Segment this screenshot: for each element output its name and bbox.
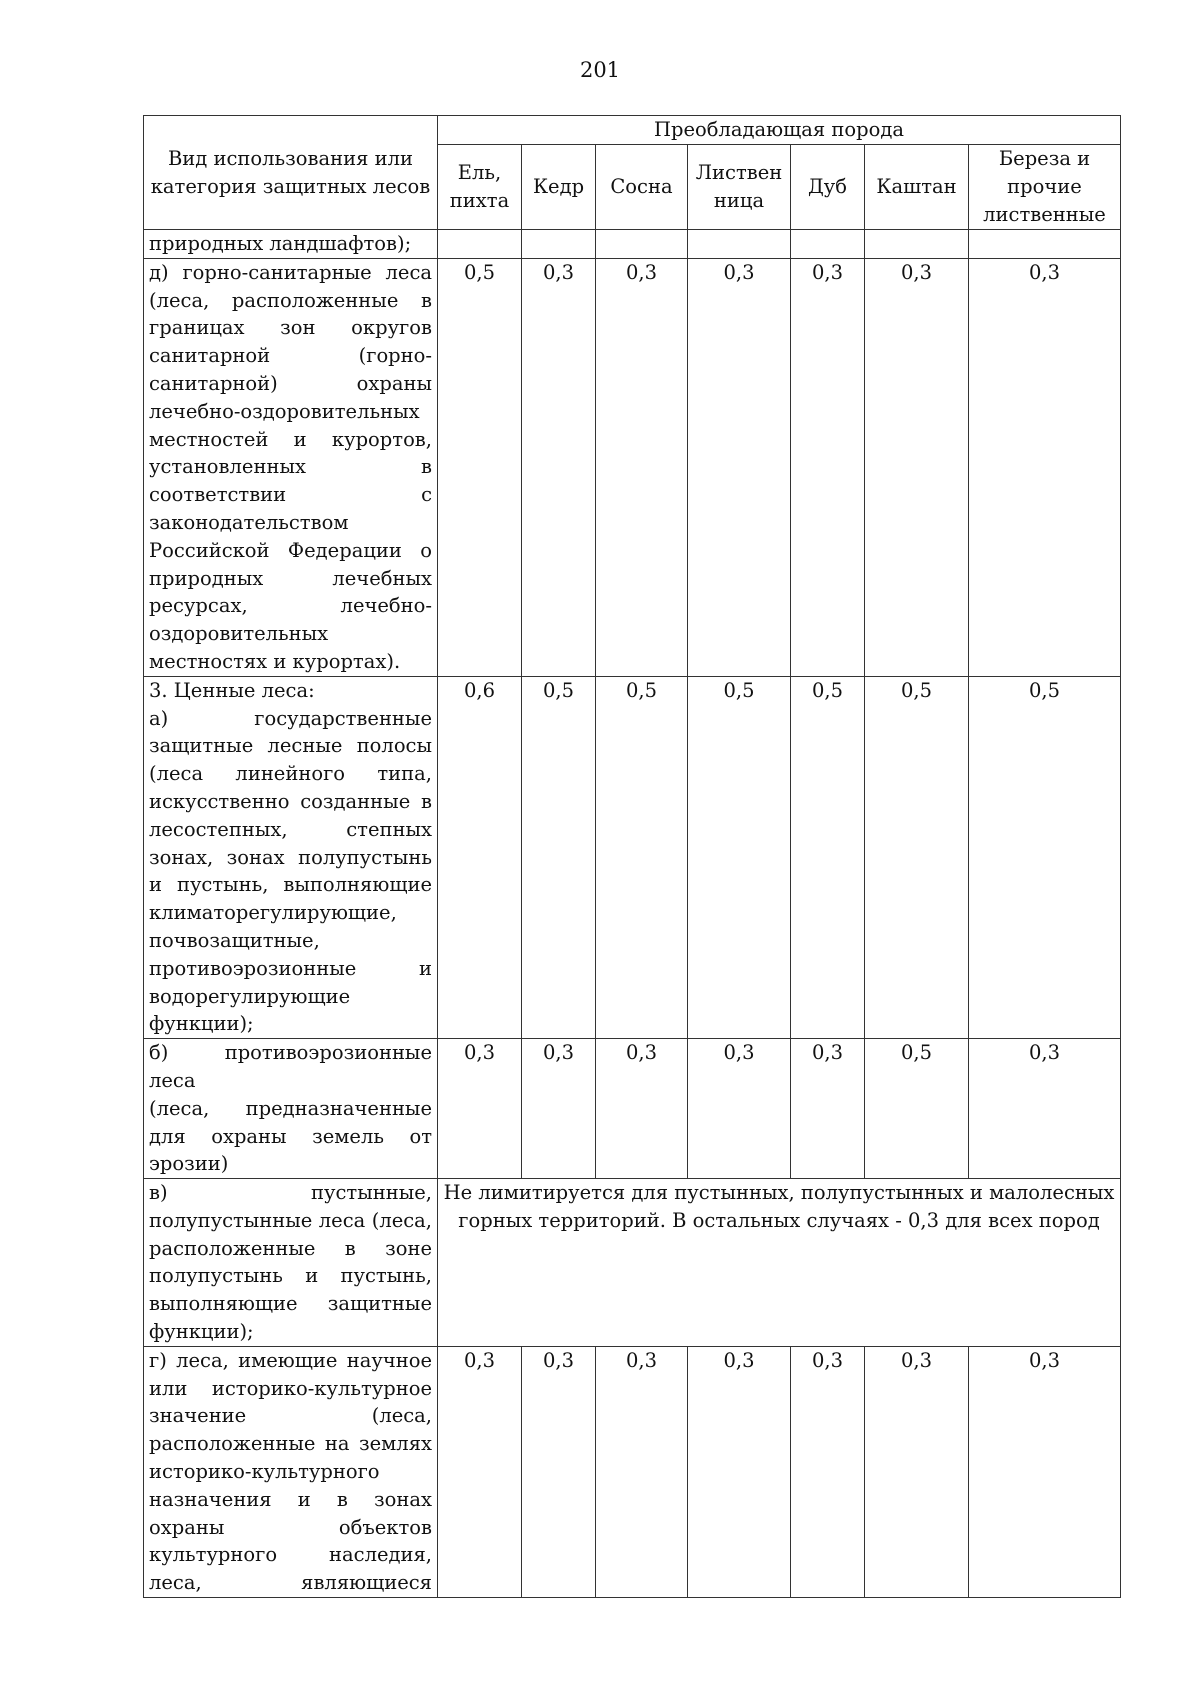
description-line: полупустынные леса (леса, [149, 1208, 432, 1232]
value-cell-oak: 0,3 [791, 258, 865, 676]
value-cell-pine [596, 230, 688, 259]
value-cell-pine: 0,3 [596, 1039, 688, 1179]
description-line: Российской Федерации о [149, 538, 432, 562]
value-cell-oak [791, 230, 865, 259]
value-cell-pine: 0,3 [596, 1346, 688, 1597]
value-cell-pine: 0,3 [596, 258, 688, 676]
header-species-pine: Сосна [596, 145, 688, 230]
value-cell-chestnut: 0,5 [865, 676, 969, 1038]
description-line: б) противоэрозионные леса [149, 1041, 432, 1092]
description-line: защитные лесные полосы [149, 734, 432, 758]
value-cell-larch: 0,3 [688, 1039, 791, 1179]
header-species-spruce-fir: Ель, пихта [438, 145, 522, 230]
header-usage-category: Вид использования или категория защитных лесов [144, 116, 438, 230]
row-description [144, 676, 438, 1038]
description-line: выполняющие защитные [149, 1292, 432, 1316]
description-line: местностях и курортах). [149, 649, 401, 673]
table-row [144, 1179, 1121, 1347]
value-cell-larch: 0,5 [688, 676, 791, 1038]
value-cell-spruce-fir: 0,6 [438, 676, 522, 1038]
row-description [144, 1346, 438, 1597]
description-line: в) пустынные, [149, 1181, 432, 1205]
description-line: г) леса, имеющие научное [149, 1348, 432, 1372]
description-line: границах зон округов [149, 316, 432, 340]
value-cell-chestnut: 0,3 [865, 1346, 969, 1597]
value-cell-birch-deciduous: 0,3 [969, 1039, 1121, 1179]
description-line: культурного наследия, [149, 1543, 432, 1567]
table-row [144, 1039, 1121, 1179]
description-line: расположенные в зоне [149, 1236, 432, 1260]
row-description [144, 1179, 438, 1347]
value-cell-birch-deciduous: 0,3 [969, 1346, 1121, 1597]
value-cell-spruce-fir: 0,3 [438, 1039, 522, 1179]
description-line: климаторегулирующие, [149, 901, 397, 925]
table-row [144, 258, 1121, 676]
header-species-birch-deciduous: Береза и прочие лиственные [969, 145, 1121, 230]
value-cell-larch: 0,3 [688, 258, 791, 676]
table-body [144, 230, 1121, 1598]
value-cell-spruce-fir: 0,5 [438, 258, 522, 676]
description-line: полупустынь и пустынь, [149, 1264, 432, 1288]
forest-use-table [143, 115, 1121, 1598]
value-cell-larch: 0,3 [688, 1346, 791, 1597]
description-line: или историко-культурное [149, 1376, 432, 1400]
description-line: для охраны земель от [149, 1124, 432, 1148]
description-line: лечебно-оздоровительных [149, 399, 420, 423]
description-line: почвозащитные, [149, 928, 320, 952]
value-cell-oak: 0,3 [791, 1039, 865, 1179]
description-line: противоэрозионные и [149, 956, 432, 980]
value-cell-oak: 0,3 [791, 1346, 865, 1597]
description-line: а) государственные [149, 706, 432, 730]
description-line: лесостепных, степных [149, 817, 432, 841]
description-line: леса, являющиеся [149, 1571, 432, 1595]
value-cell-larch [688, 230, 791, 259]
row-description [144, 258, 438, 676]
description-line: соответствии с [149, 483, 432, 507]
value-cell-cedar: 0,5 [522, 676, 596, 1038]
value-cell-cedar: 0,3 [522, 1346, 596, 1597]
header-row-1 [144, 116, 1121, 145]
header-species-larch: Листвен ница [688, 145, 791, 230]
description-line: функции); [149, 1320, 254, 1344]
description-line: установленных в [149, 455, 432, 479]
header-species-cedar: Кедр [522, 145, 596, 230]
value-cell-cedar: 0,3 [522, 1039, 596, 1179]
row-description [144, 1039, 438, 1179]
description-line: водорегулирующие [149, 984, 351, 1008]
description-line: (леса, предназначенные [149, 1096, 432, 1120]
description-line: оздоровительных [149, 622, 329, 646]
page-number: 201 [579, 58, 621, 82]
description-line: искусственно созданные в [149, 789, 432, 813]
description-line: ресурсах, лечебно- [149, 594, 432, 618]
value-cell-spruce-fir: 0,3 [438, 1346, 522, 1597]
header-species-oak: Дуб [791, 145, 865, 230]
description-line: и пустынь, выполняющие [149, 873, 432, 897]
description-line: санитарной) охраны [149, 371, 432, 395]
description-line: значение (леса, [149, 1404, 432, 1428]
description-line: (леса, расположенные в [149, 288, 432, 312]
table-row [144, 676, 1121, 1038]
description-line: д) горно-санитарные леса [149, 260, 432, 284]
description-line: 3. Ценные леса: [149, 678, 315, 702]
value-cell-cedar [522, 230, 596, 259]
value-cell-spruce-fir [438, 230, 522, 259]
description-line: историко-культурного [149, 1460, 380, 1484]
value-cell-chestnut: 0,5 [865, 1039, 969, 1179]
description-line: (леса линейного типа, [149, 762, 432, 786]
description-line: функции); [149, 1012, 254, 1036]
value-cell-birch-deciduous: 0,5 [969, 676, 1121, 1038]
header-species-chestnut: Каштан [865, 145, 969, 230]
value-cell-chestnut [865, 230, 969, 259]
row-description [144, 230, 438, 259]
value-cell-cedar: 0,3 [522, 258, 596, 676]
description-line: местностей и курортов, [149, 427, 432, 451]
value-cell-birch-deciduous [969, 230, 1121, 259]
description-line: природных лечебных [149, 566, 432, 590]
header-dominant-species: Преобладающая порода [438, 116, 1121, 145]
description-line: зонах, зонах полупустынь [149, 845, 432, 869]
table-row [144, 230, 1121, 259]
table-row [144, 1346, 1121, 1597]
value-cell-birch-deciduous: 0,3 [969, 258, 1121, 676]
description-line: расположенные на землях [149, 1432, 432, 1456]
value-cell-oak: 0,5 [791, 676, 865, 1038]
description-line: санитарной (горно- [149, 344, 432, 368]
description-line: охраны объектов [149, 1515, 432, 1539]
merged-note-cell: Не лимитируется для пустынных, полупустынных и малолесных горных территорий. В остальных случаях - 0,3 для всех пород [438, 1179, 1121, 1347]
value-cell-pine: 0,5 [596, 676, 688, 1038]
description-line: природных ландшафтов); [149, 232, 412, 255]
description-line: законодательством [149, 510, 349, 534]
description-line: эрозии) [149, 1152, 229, 1176]
value-cell-chestnut: 0,3 [865, 258, 969, 676]
description-line: назначения и в зонах [149, 1487, 432, 1511]
